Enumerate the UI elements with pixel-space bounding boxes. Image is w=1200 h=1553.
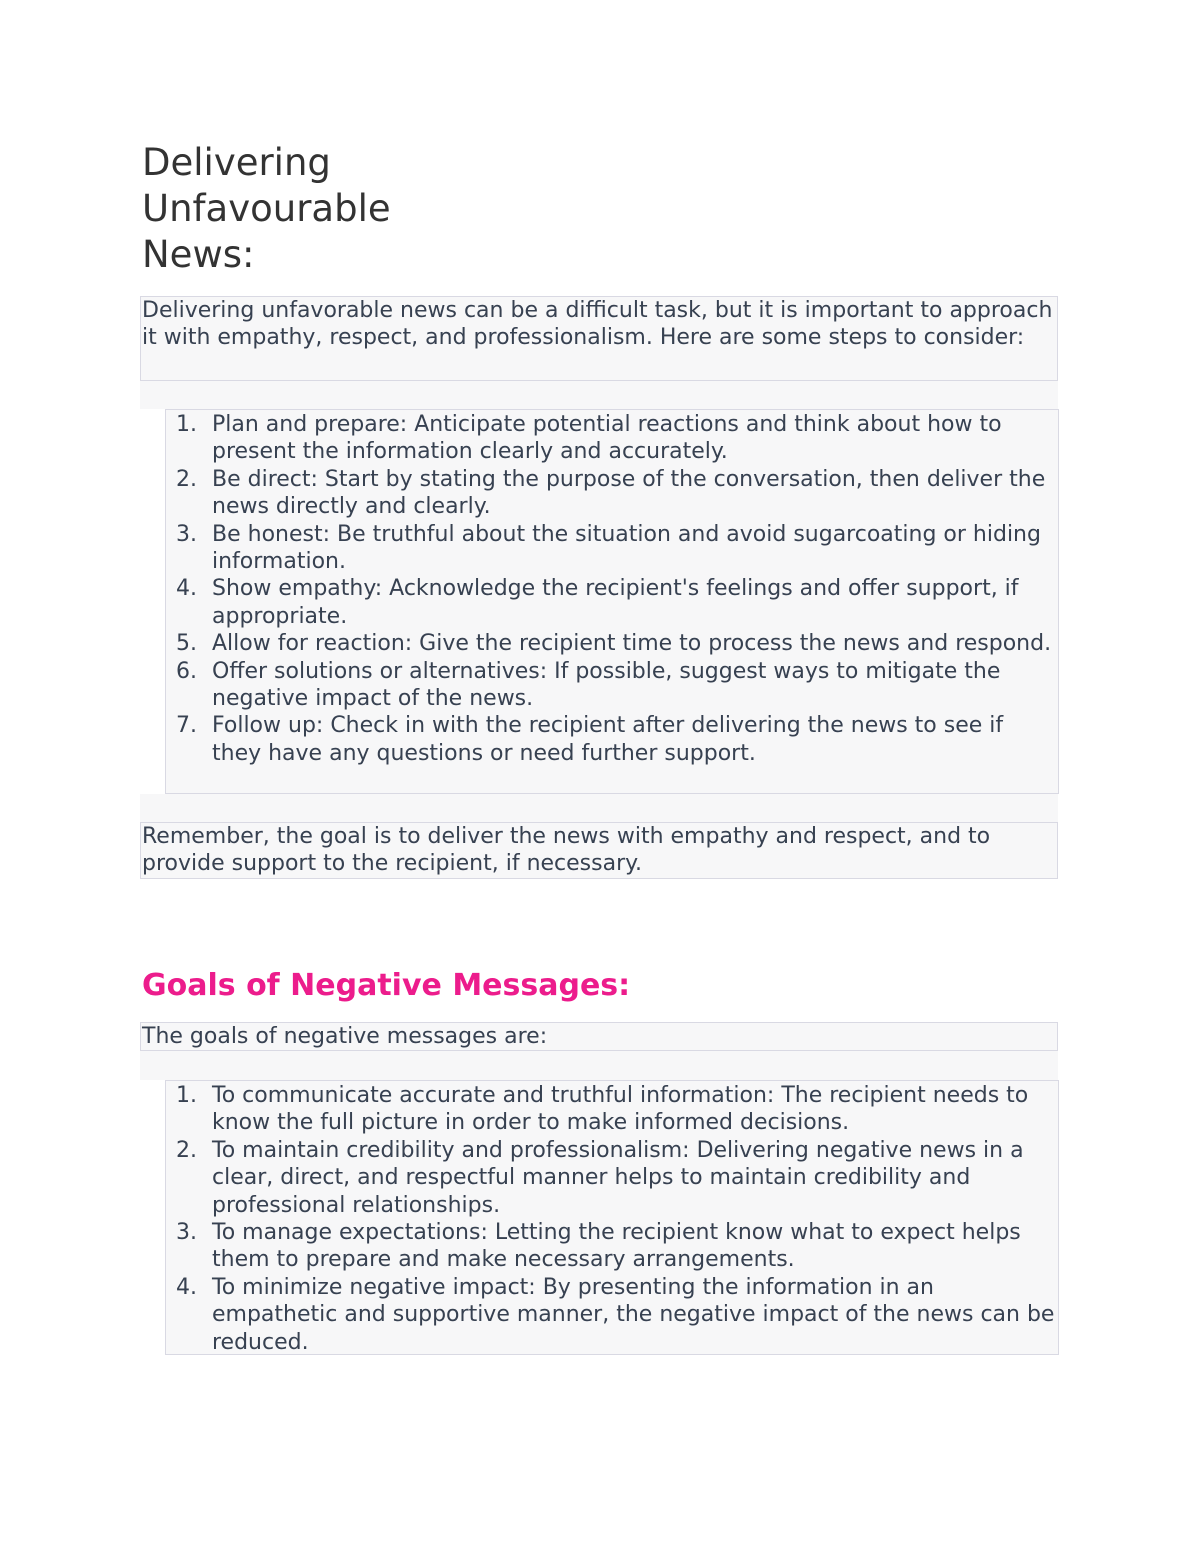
list-item: 5. Allow for reaction: Give the recipient time to process the news and respond. bbox=[176, 631, 1052, 657]
closing-paragraph: Remember, the goal is to deliver the news with empathy and respect, and to provide support to the recipient, if necessary. bbox=[142, 824, 991, 876]
list-item: 7. Follow up: Check in with the recipient after delivering the news to see if they have any questions or need further support. bbox=[176, 713, 1004, 766]
list-item: 4. To minimize negative impact: By presenting the information in an empathetic and supportive manner, the negative impact of the news can be reduced. bbox=[176, 1274, 1055, 1355]
page-title: Delivering Unfavourable News: bbox=[142, 141, 391, 276]
intro-paragraph-box bbox=[140, 296, 1058, 381]
goals-intro: The goals of negative messages are: bbox=[142, 1024, 548, 1049]
intro-paragraph: Delivering unfavorable news can be a difficult task, but it is important to approach it with empathy, respect, and professionalism. Here are some steps to consider: bbox=[142, 298, 1053, 350]
block-spacer bbox=[140, 381, 1058, 409]
list-item: 2. To maintain credibility and professionalism: Delivering negative news in a clear, direct, and respectful manner helps to maintain credibility and professional relationships. bbox=[176, 1137, 1024, 1218]
list-item: 1. To communicate accurate and truthful information: The recipient needs to know the full picture in order to make informed decisions. bbox=[176, 1083, 1029, 1136]
list-item: 1. Plan and prepare: Anticipate potential reactions and think about how to present the information clearly and accurately. bbox=[176, 412, 1002, 465]
section-heading: Goals of Negative Messages: bbox=[142, 968, 631, 1003]
goals-intro-box bbox=[140, 1022, 1058, 1051]
block-spacer bbox=[140, 794, 1058, 822]
block-spacer bbox=[140, 1051, 1058, 1080]
closing-paragraph-box bbox=[140, 822, 1058, 879]
steps-list bbox=[165, 409, 1059, 794]
list-item: 3. Be honest: Be truthful about the situation and avoid sugarcoating or hiding information. bbox=[176, 521, 1041, 575]
list-item: 4. Show empathy: Acknowledge the recipient's feelings and offer support, if appropriate. bbox=[176, 576, 1019, 629]
list-item: 2. Be direct: Start by stating the purpose of the conversation, then deliver the news directly and clearly. bbox=[176, 466, 1046, 520]
list-item: 3. To manage expectations: Letting the recipient know what to expect helps them to prepare and make necessary arrangements. bbox=[176, 1220, 1021, 1273]
list-item: 6. Offer solutions or alternatives: If possible, suggest ways to mitigate the negative impact of the news. bbox=[176, 658, 1001, 712]
goals-list bbox=[165, 1080, 1059, 1355]
